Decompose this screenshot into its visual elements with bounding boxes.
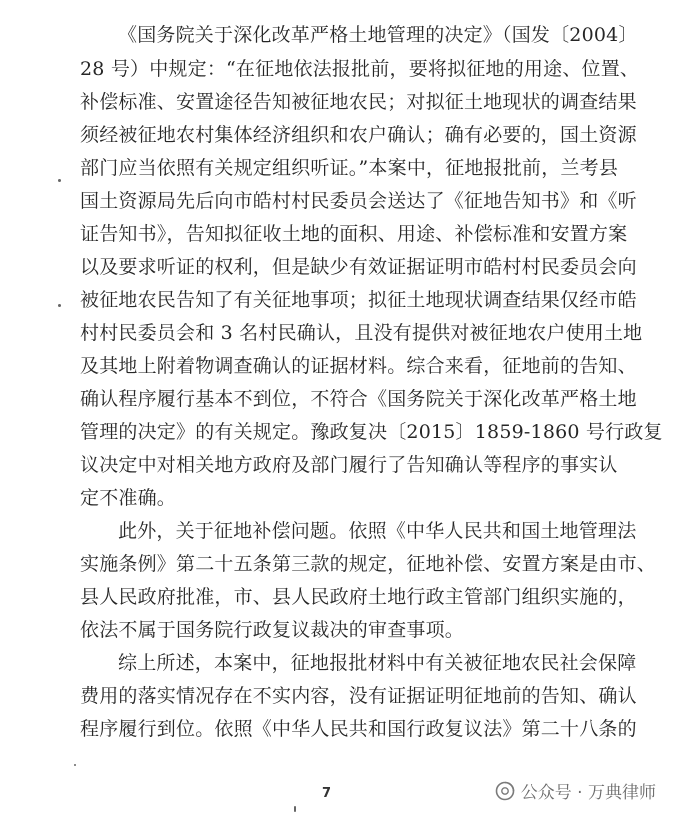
wechat-official-account-icon bbox=[495, 781, 515, 801]
watermark bbox=[495, 778, 656, 803]
text-line: 补偿标准、安置途径告知被征地农民；对拟征土地现状的调查结果 bbox=[80, 91, 637, 113]
text-line: 28 号）中规定：“在征地依法报批前，要将拟征地的用途、位置、 bbox=[80, 58, 640, 80]
text-line: 村村民委员会和 3 名村民确认，且没有提供对被征地农户使用土地 bbox=[80, 322, 643, 344]
scan-speck bbox=[58, 179, 61, 182]
scan-speck bbox=[58, 304, 61, 307]
text-line: 定不准确。 bbox=[80, 487, 177, 509]
text-line: 综上所述，本案中，征地报批材料中有关被征地农民社会保障 bbox=[118, 652, 637, 674]
watermark-text: 公众号 · 万典律师 bbox=[520, 783, 656, 803]
text-line: 议决定中对相关地方政府及部门履行了告知确认等程序的事实认 bbox=[80, 454, 618, 476]
text-line: 以及要求听证的权利，但是缺少有效证据证明市皓村村民委员会向 bbox=[80, 256, 637, 278]
text-line: 依法不属于国务院行政复议裁决的审查事项。 bbox=[80, 619, 465, 641]
text-line: 《国务院关于深化改革严格土地管理的决定》（国发〔2004〕 bbox=[118, 24, 638, 46]
page-number: 7 bbox=[322, 786, 332, 801]
text-line: 部门应当依照有关规定组织听证。”本案中，征地报批前，兰考县 bbox=[80, 157, 619, 179]
text-line: 程序履行到位。依照《中华人民共和国行政复议法》第二十八条的 bbox=[80, 718, 637, 740]
text-line: 费用的落实情况存在不实内容，没有证据证明征地前的告知、确认 bbox=[80, 685, 637, 707]
text-line: 管理的决定》的有关规定。豫政复决〔2015〕1859-1860 号行政复 bbox=[80, 421, 663, 443]
text-line: 须经被征地农村集体经济组织和农户确认；确有必要的，国土资源 bbox=[80, 124, 637, 146]
scan-speck bbox=[74, 764, 76, 766]
text-line: 及其地上附着物调查确认的证据材料。综合来看，征地前的告知、 bbox=[80, 355, 637, 377]
scan-speck bbox=[294, 806, 296, 812]
text-line: 确认程序履行基本不到位，不符合《国务院关于深化改革严格土地 bbox=[80, 388, 637, 410]
text-line: 国土资源局先后向市皓村村民委员会送达了《征地告知书》和《听 bbox=[80, 190, 637, 212]
text-line: 此外，关于征地补偿问题。依照《中华人民共和国土地管理法 bbox=[118, 520, 637, 542]
text-line: 县人民政府批准，市、县人民政府土地行政主管部门组织实施的， bbox=[80, 586, 637, 608]
text-line: 被征地农民告知了有关征地事项；拟征土地现状调查结果仅经市皓 bbox=[80, 289, 637, 311]
text-line: 实施条例》第二十五条第三款的规定，征地补偿、安置方案是由市、 bbox=[80, 553, 657, 575]
text-line: 证告知书》，告知拟征收土地的面积、用途、补偿标准和安置方案 bbox=[80, 223, 628, 245]
